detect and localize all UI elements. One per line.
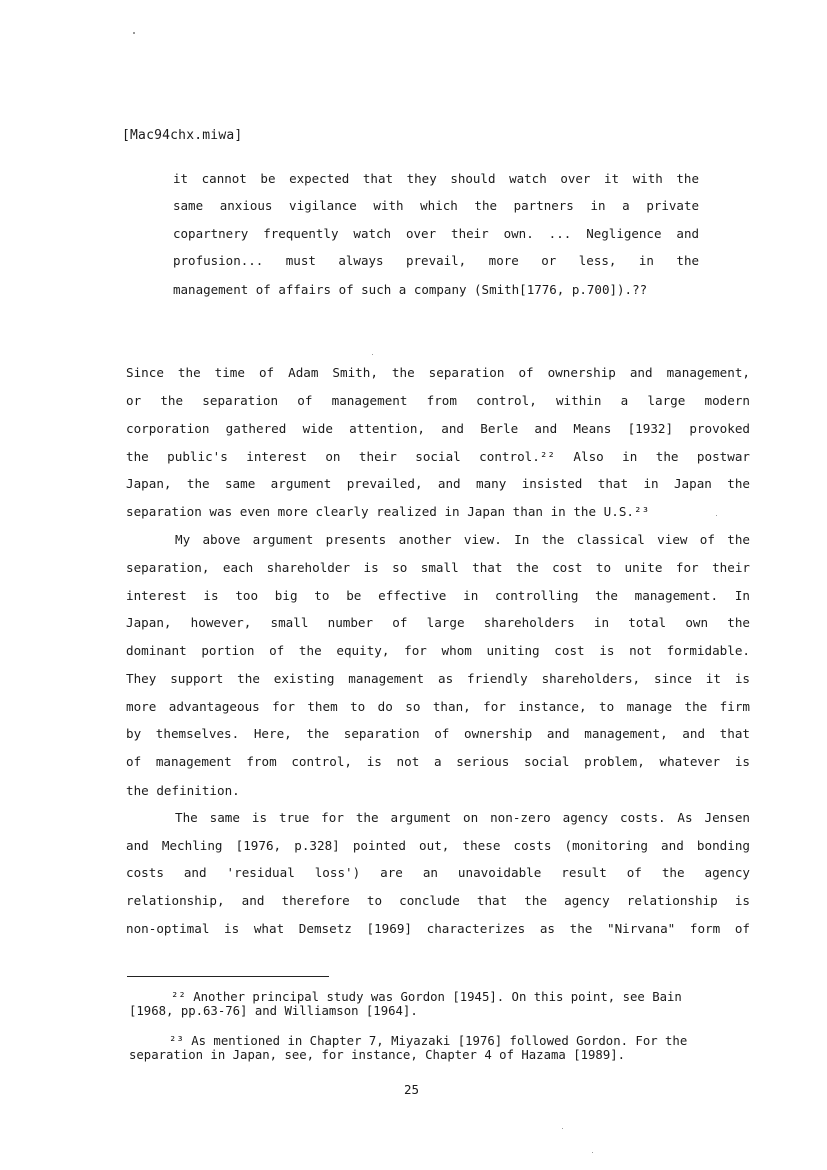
paragraph-line: separation was even more clearly realized in Japan than in the U.S.²³ xyxy=(126,504,650,519)
paragraph-line: The same is true for the argument on non-zero agency costs. As Jensen xyxy=(175,810,750,825)
quote-line: it cannot be expected that they should watch over it with the xyxy=(173,171,699,186)
scan-speck xyxy=(562,1128,563,1129)
paragraph-line: They support the existing management as friendly shareholders, since it is xyxy=(126,671,750,686)
paragraph-line: costs and 'residual loss') are an unavoidable result of the agency xyxy=(126,865,750,880)
paragraph-line: and Mechling [1976, p.328] pointed out, these costs (monitoring and bonding xyxy=(126,838,750,853)
footnote-separator xyxy=(127,976,329,977)
quote-line: profusion... must always prevail, more or less, in the xyxy=(173,253,699,268)
footnote-line: ²² Another principal study was Gordon [1945]. On this point, see Bain xyxy=(171,990,682,1004)
paragraph-line: relationship, and therefore to conclude that the agency relationship is xyxy=(126,893,750,908)
file-id-header: [Mac94chx.miwa] xyxy=(122,128,243,143)
paragraph-line: of management from control, is not a serious social problem, whatever is xyxy=(126,754,750,769)
footnote-line: [1968, pp.63-76] and Williamson [1964]. xyxy=(129,1004,418,1018)
paragraph-line: by themselves. Here, the separation of ownership and management, and that xyxy=(126,726,750,741)
quote-line: copartnery frequently watch over their own. ... Negligence and xyxy=(173,226,699,241)
paragraph-line: corporation gathered wide attention, and Berle and Means [1932] provoked xyxy=(126,421,750,436)
scan-speck xyxy=(372,354,373,355)
quote-line: management of affairs of such a company (Smith[1776, p.700]).?? xyxy=(173,282,648,297)
paragraph-line: separation, each shareholder is so small that the cost to unite for their xyxy=(126,560,750,575)
paragraph-line: the definition. xyxy=(126,783,240,798)
footnote-line: ²³ As mentioned in Chapter 7, Miyazaki [1976] followed Gordon. For the xyxy=(169,1034,688,1048)
paragraph-line: dominant portion of the equity, for whom uniting cost is not formidable. xyxy=(126,643,750,658)
paragraph-line: Japan, the same argument prevailed, and many insisted that in Japan the xyxy=(126,476,750,491)
paragraph-line: Since the time of Adam Smith, the separation of ownership and management, xyxy=(126,365,750,380)
quote-line: same anxious vigilance with which the partners in a private xyxy=(173,198,699,213)
paragraph-line: My above argument presents another view. In the classical view of the xyxy=(175,532,750,547)
paragraph-line: more advantageous for them to do so than, for instance, to manage the firm xyxy=(126,699,750,714)
paragraph-line: or the separation of management from control, within a large modern xyxy=(126,393,750,408)
scan-speck xyxy=(592,1152,593,1153)
paragraph-line: Japan, however, small number of large shareholders in total own the xyxy=(126,615,750,630)
scan-speck xyxy=(716,515,717,516)
paragraph-line: non-optimal is what Demsetz [1969] characterizes as the "Nirvana" form of xyxy=(126,921,750,936)
footnote-line: separation in Japan, see, for instance, Chapter 4 of Hazama [1989]. xyxy=(129,1048,626,1062)
scan-speck xyxy=(133,32,135,34)
paragraph-line: interest is too big to be effective in controlling the management. In xyxy=(126,588,750,603)
page-number: 25 xyxy=(404,1082,420,1097)
paragraph-line: the public's interest on their social control.²² Also in the postwar xyxy=(126,449,750,464)
